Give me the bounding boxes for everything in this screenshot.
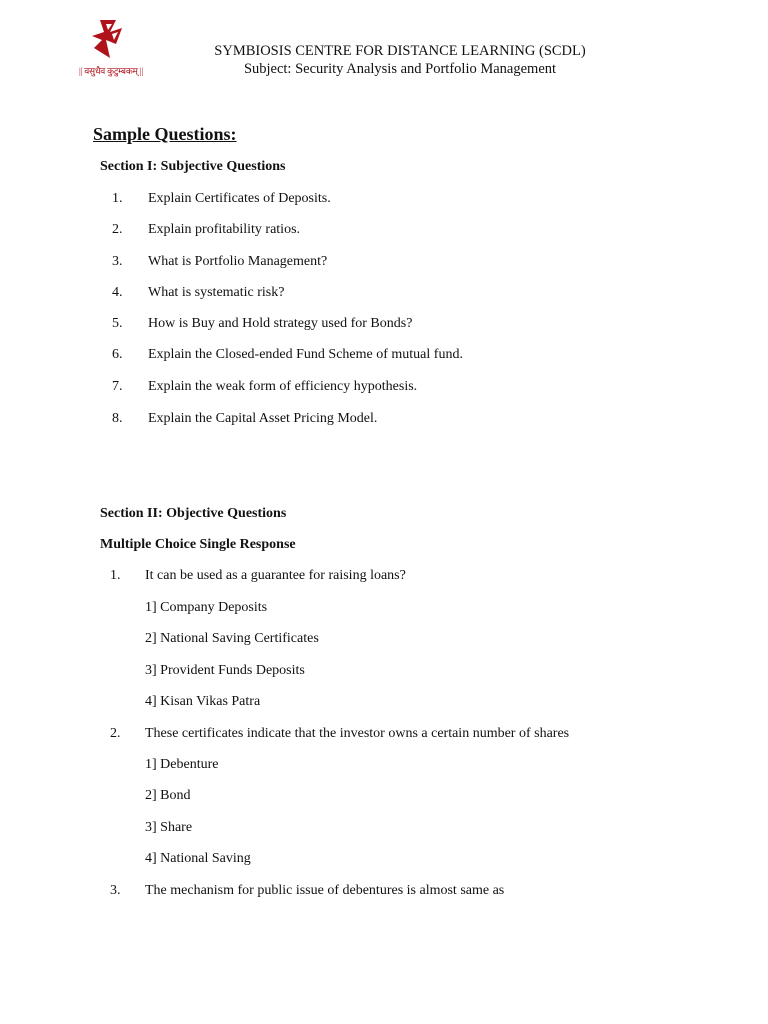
question-number: 5. xyxy=(112,316,123,331)
answer-option: 4] National Saving xyxy=(145,851,251,866)
institution-name: SYMBIOSIS CENTRE FOR DISTANCE LEARNING (SCDL) xyxy=(214,43,586,59)
subject-line: Subject: Security Analysis and Portfolio Management xyxy=(243,61,557,77)
document-header xyxy=(150,42,650,78)
answer-option: 2] National Saving Certificates xyxy=(145,631,319,646)
answer-option: 3] Provident Funds Deposits xyxy=(145,663,305,678)
symbiosis-emblem-icon xyxy=(86,18,136,62)
question-number: 7. xyxy=(112,379,123,394)
question-text: These certificates indicate that the investor owns a certain number of shares xyxy=(145,726,570,741)
question-text: What is systematic risk? xyxy=(148,285,285,300)
question-number: 1. xyxy=(112,191,123,206)
question-text: How is Buy and Hold strategy used for Bonds? xyxy=(148,316,413,331)
question-text: What is Portfolio Management? xyxy=(148,254,328,269)
scdl-logo xyxy=(76,18,146,82)
question-number: 2. xyxy=(112,222,123,237)
question-number: 6. xyxy=(112,347,123,362)
answer-option: 1] Company Deposits xyxy=(145,600,268,615)
logo-motto: || वसुधैव कुटुम्बकम् || xyxy=(79,66,143,76)
question-text: Explain Certificates of Deposits. xyxy=(148,191,331,206)
question-text: Explain profitability ratios. xyxy=(148,222,301,237)
question-text: Explain the Capital Asset Pricing Model. xyxy=(148,411,378,426)
section-2-subheading: Multiple Choice Single Response xyxy=(100,537,296,552)
answer-option: 3] Share xyxy=(145,820,193,835)
answer-option: 1] Debenture xyxy=(145,757,219,772)
answer-option: 4] Kisan Vikas Patra xyxy=(145,694,261,709)
question-number: 3. xyxy=(112,254,123,269)
section-1-heading: Section I: Subjective Questions xyxy=(100,159,286,174)
question-number: 2. xyxy=(110,726,121,741)
question-number: 4. xyxy=(112,285,123,300)
question-text: Explain the weak form of efficiency hypothesis. xyxy=(148,379,418,394)
question-number: 1. xyxy=(110,568,121,583)
question-text: Explain the Closed-ended Fund Scheme of mutual fund. xyxy=(148,347,463,362)
question-number: 8. xyxy=(112,411,123,426)
answer-option: 2] Bond xyxy=(145,788,191,803)
question-text: The mechanism for public issue of debentures is almost same as xyxy=(145,883,505,898)
page-title: Sample Questions: xyxy=(93,124,237,144)
section-2-heading: Section II: Objective Questions xyxy=(100,506,287,521)
question-text: It can be used as a guarantee for raising loans? xyxy=(145,568,406,583)
question-number: 3. xyxy=(110,883,121,898)
